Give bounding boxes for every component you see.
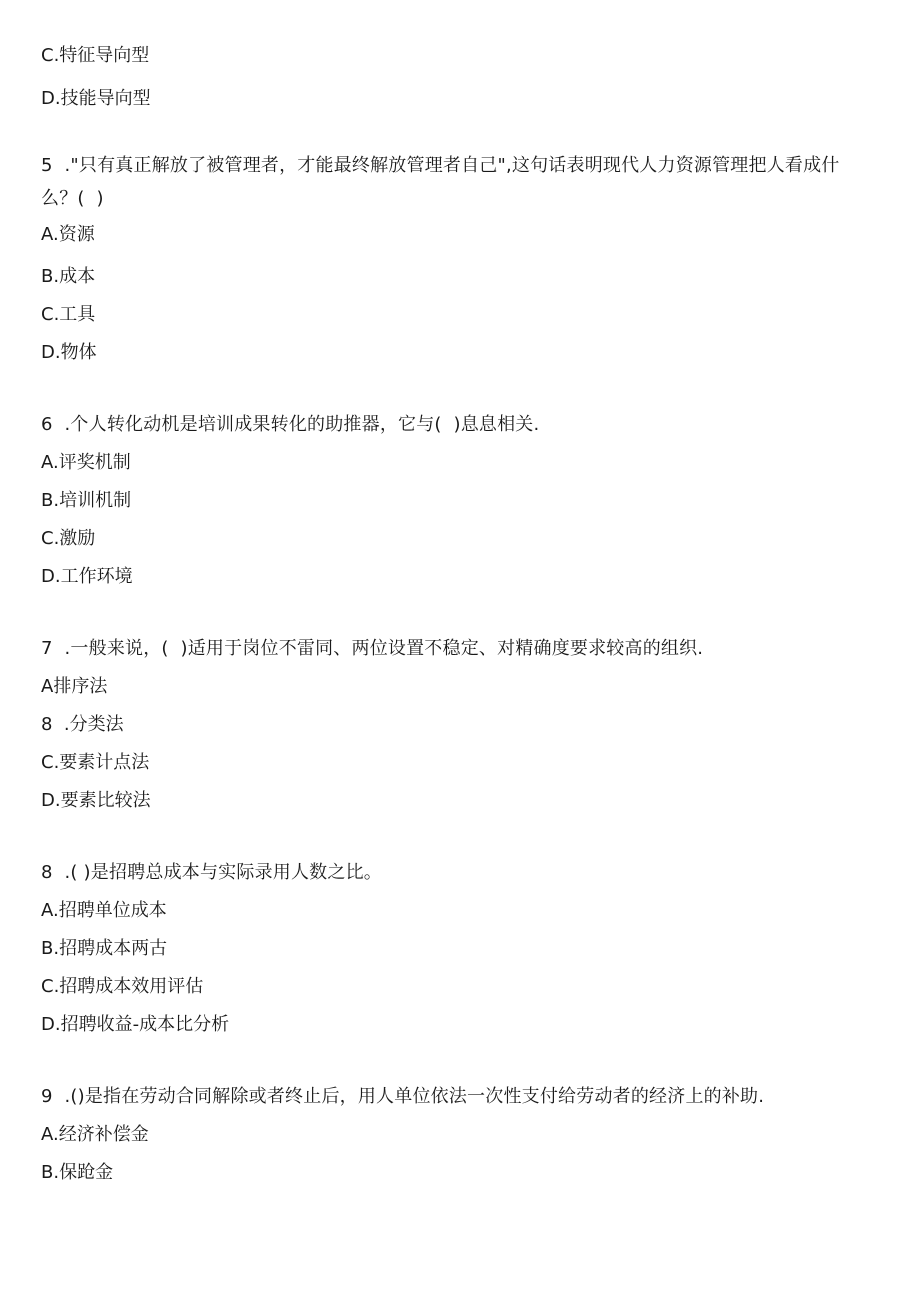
option-a-q7: A排序法 <box>41 676 108 697</box>
question-5-continued: 么？( ) <box>41 188 104 209</box>
question-6: 6 .个人转化动机是培训成果转化的助推器，它与( )息息相关. <box>41 414 540 435</box>
option-d-q7: D.要素比较法 <box>41 790 151 811</box>
option-c-q6: C.激励 <box>41 528 96 549</box>
option-b-q5: B.成本 <box>41 266 96 287</box>
option-b-q6: B.培训机制 <box>41 490 132 511</box>
option-a-q8: A.招聘单位成本 <box>41 900 167 921</box>
question-8: 8 .( )是招聘总成本与实际录用人数之比。 <box>41 862 382 883</box>
option-c-q5: C.工具 <box>41 304 96 325</box>
option-d-q4: D.技能导向型 <box>41 88 151 109</box>
question-5: 5 ."只有真正解放了被管理者，才能最终解放管理者自己",这句话表明现代人力资源管理把人看成什 <box>41 155 840 176</box>
option-b-q7: 8 .分类法 <box>41 714 124 735</box>
option-c-q8: C.招聘成本效用评估 <box>41 976 204 997</box>
option-d-q5: D.物体 <box>41 342 97 363</box>
option-c-q4: C.特征导向型 <box>41 45 150 66</box>
question-9: 9 .()是指在劳动合同解除或者终止后，用人单位依法一次性支付给劳动者的经济上的补助. <box>41 1086 765 1107</box>
option-b-q8: B.招聘成本两古 <box>41 938 168 959</box>
option-a-q6: A.评奖机制 <box>41 452 131 473</box>
option-a-q9: A.经济补偿金 <box>41 1124 149 1145</box>
option-a-q5: A.资源 <box>41 224 95 245</box>
option-c-q7: C.要素计点法 <box>41 752 150 773</box>
option-b-q9: B.保跄金 <box>41 1162 114 1183</box>
option-d-q8: D.招聘收益-成本比分析 <box>41 1014 230 1035</box>
option-d-q6: D.工作环境 <box>41 566 133 587</box>
question-7: 7 .一般来说，( )适用于岗位不雷同、两位设置不稳定、对精确度要求较高的组织. <box>41 638 704 659</box>
